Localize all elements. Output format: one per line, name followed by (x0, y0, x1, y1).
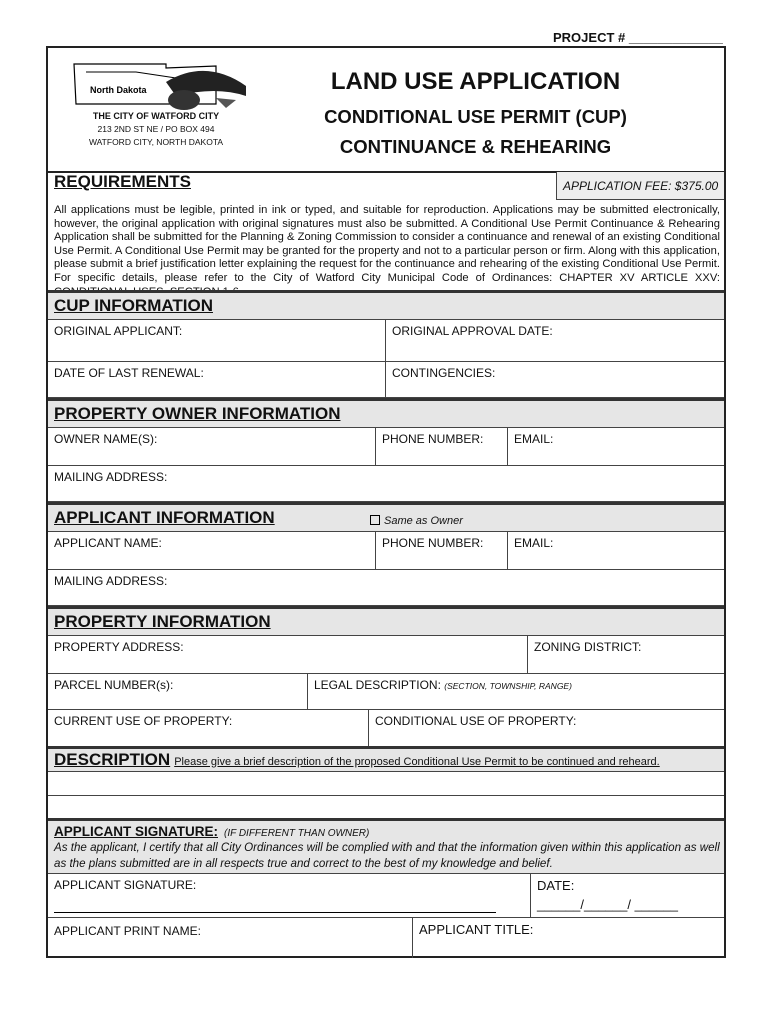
description-section (48, 746, 724, 772)
applicant-info-heading: APPLICANT INFORMATION (54, 508, 275, 527)
date-last-renewal-field[interactable]: DATE OF LAST RENEWAL: (54, 366, 204, 380)
applicant-name-field[interactable]: APPLICANT NAME: (54, 536, 162, 550)
legal-description-field[interactable] (307, 674, 724, 709)
owner-names-field[interactable]: OWNER NAME(S): (54, 432, 158, 446)
city-logo (66, 56, 246, 116)
applicant-info-section (48, 502, 724, 532)
signature-line (54, 912, 496, 913)
owner-email-field[interactable]: EMAIL: (507, 428, 724, 465)
applicant-email-field[interactable]: EMAIL: (507, 532, 724, 569)
signature-subheading: (IF DIFFERENT THAN OWNER) (224, 828, 370, 839)
date-blanks: ______/______/ ______ (537, 897, 678, 912)
legal-description-label: LEGAL DESCRIPTION: (314, 678, 441, 692)
applicant-phone-field[interactable]: PHONE NUMBER: (375, 532, 507, 569)
original-applicant-field[interactable]: ORIGINAL APPLICANT: (54, 324, 183, 338)
cup-row-1 (48, 320, 724, 362)
owner-row-2 (48, 466, 724, 502)
property-row-2 (48, 674, 724, 710)
current-use-field[interactable]: CURRENT USE OF PROPERTY: (54, 714, 233, 728)
parcel-number-field[interactable]: PARCEL NUMBER(s): (54, 678, 174, 692)
date-field[interactable] (530, 874, 724, 917)
cup-info-heading: CUP INFORMATION (54, 296, 213, 315)
property-info-heading: PROPERTY INFORMATION (54, 612, 271, 631)
same-as-owner-label: Same as Owner (384, 515, 463, 527)
owner-row-1 (48, 428, 724, 466)
requirements-text: All applications must be legible, printed in ink or typed, and suitable for reproduction. Applications may be submitted electronically, however, the original application with original signatures must also be submitted. A Conditional Use Permit Continuance & Rehearing Application shall be submitted for the Planning & Zoning Commission to consider a continuance and renewal of an existing Conditional Use Permit. A Conditional Use Permit may be granted for the property and not to a particular person or firm. Along with this application, please submit a brief justification letter explaining the request for the continuance and rehearing of the existing Conditional Use Permit. For specific details, please refer to the City of Watford City Municipal Code of Ordinances: CHAPTER XV ARTICLE XXV: (54, 204, 720, 284)
property-address-field[interactable]: PROPERTY ADDRESS: (54, 640, 184, 654)
same-as-owner-checkbox[interactable] (370, 515, 463, 527)
applicant-print-name-field[interactable]: APPLICANT PRINT NAME: (54, 924, 201, 938)
description-line-2[interactable] (48, 796, 724, 818)
owner-phone-field[interactable]: PHONE NUMBER: (375, 428, 507, 465)
applicant-mailing-address-field[interactable]: MAILING ADDRESS: (54, 574, 168, 588)
city-info (66, 110, 246, 149)
owner-mailing-address-field[interactable]: MAILING ADDRESS: (54, 470, 168, 484)
contingencies-field[interactable]: CONTINGENCIES: (385, 362, 724, 397)
description-note: Please give a brief description of the proposed Conditional Use Permit to be continued and reheard. (174, 756, 660, 768)
city-name: THE CITY OF WATFORD CITY (92, 111, 220, 121)
cup-row-2 (48, 362, 724, 398)
date-label: DATE: (537, 878, 575, 893)
legal-description-note: (SECTION, TOWNSHIP, RANGE) (444, 681, 572, 691)
city-address-1: 213 2ND ST NE / PO BOX 494 (97, 124, 215, 134)
form-header (48, 48, 724, 173)
project-number-label: PROJECT # _____________ (553, 30, 723, 45)
title-line-1: LAND USE APPLICATION (330, 68, 621, 95)
original-approval-date-field[interactable]: ORIGINAL APPROVAL DATE: (385, 320, 724, 361)
checkbox-icon[interactable] (370, 515, 380, 525)
property-row-1 (48, 636, 724, 674)
title-line-3: CONTINUANCE & REHEARING (339, 136, 612, 157)
zoning-district-field[interactable]: ZONING DISTRICT: (527, 636, 724, 673)
description-line-1[interactable] (48, 772, 724, 796)
application-fee: APPLICATION FEE: $375.00 (556, 172, 724, 200)
applicant-title-field[interactable]: APPLICANT TITLE: (412, 918, 724, 958)
print-name-row (48, 918, 724, 958)
application-form (46, 46, 726, 958)
signature-heading: APPLICANT SIGNATURE: (IF DIFFERENT THAN OWNER) (54, 824, 370, 839)
conditional-use-field[interactable]: CONDITIONAL USE OF PROPERTY: (368, 710, 724, 747)
city-address-2: WATFORD CITY, NORTH DAKOTA (88, 137, 224, 147)
owner-info-heading: PROPERTY OWNER INFORMATION (54, 404, 341, 423)
form-title (303, 68, 648, 158)
applicant-signature-field[interactable]: APPLICANT SIGNATURE: (54, 878, 197, 892)
owner-info-section (48, 398, 724, 428)
cup-info-section (48, 290, 724, 320)
applicant-row-1 (48, 532, 724, 570)
property-info-section (48, 606, 724, 636)
state-label: North Dakota (90, 85, 147, 95)
certification-text: As the applicant, I certify that all City Ordinances will be complied with and that the information given within this application as well as the plans submitted are in all respects true and correct to the best of my knowledge and belief. (54, 841, 720, 870)
property-row-3 (48, 710, 724, 748)
applicant-row-2 (48, 570, 724, 606)
title-line-2: CONDITIONAL USE PERMIT (CUP) (324, 106, 627, 127)
requirements-heading: REQUIREMENTS (54, 172, 191, 191)
description-heading: DESCRIPTION Please give a brief description of the proposed Conditional Use Permit to be continued and reheard. (54, 750, 660, 769)
